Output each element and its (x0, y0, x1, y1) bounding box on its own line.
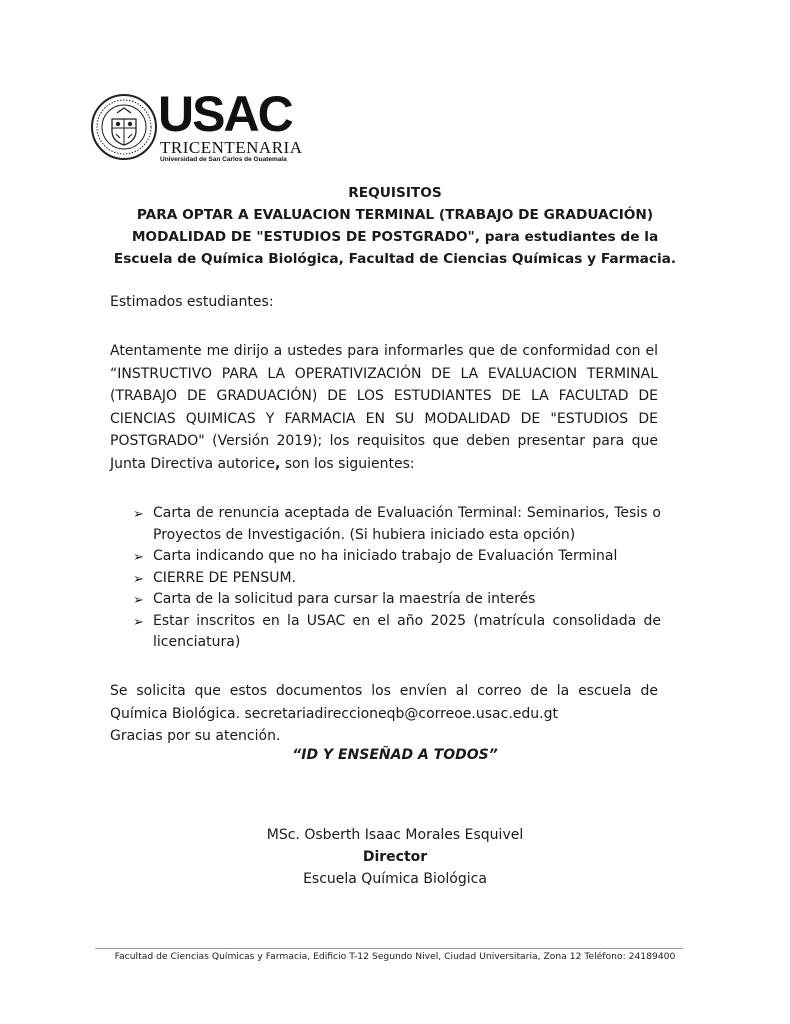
heading-line-4: Escuela de Química Biológica, Facultad de Ciencias Químicas y Farmacia. (113, 251, 677, 267)
university-seal-icon (90, 93, 158, 161)
heading-line-2: PARA OPTAR A EVALUACION TERMINAL (TRABAJO DE GRADUACIÓN) (136, 207, 654, 223)
document-heading (60, 182, 730, 270)
intro-text-end: son los siguientes: (280, 455, 415, 472)
list-item (133, 611, 661, 654)
closing-request: Se solicita que estos documentos los envíen al correo de la escuela de Química Biológica. secretariadireccioneqb@correoe.usac.edu.gt (110, 683, 658, 722)
usac-logo (90, 86, 303, 173)
motto: “ID Y ENSEÑAD A TODOS” (292, 747, 498, 763)
requirement-text: CIERRE DE PENSUM. (153, 569, 297, 586)
closing-paragraph (110, 680, 658, 748)
footer-address: Facultad de Ciencias Químicas y Farmacia, Edificio T-12 Segundo Nivel, Ciudad Universitaria, Zona 12 Teléfono: 24189400 (114, 951, 676, 962)
intro-bold-comma: , (274, 455, 281, 472)
requirement-text: Estar inscritos en la USAC en el año 2025 (matrícula consolidada de licenciatura) (153, 612, 661, 650)
list-item (133, 568, 661, 590)
list-item (133, 589, 661, 611)
arrow-bullet-icon: ➢ (133, 593, 144, 608)
intro-text: Atentamente me dirijo a ustedes para informarles que de conformidad con el “INSTRUCTIVO PARA LA OPERATIVIZACIÓN DE LA EVALUACION TERMINAL (TRABAJO DE GRADUACIÓN) DE LOS ESTUDIANTES DE LA FACULTAD DE CIENCIAS QUIMICAS Y FARMACIA EN SU MODALIDAD DE "ESTUDIOS DE POSTGRADO" (Versión 2019); los requisitos que deben presentar para que Junta Directiva autorice (110, 343, 658, 472)
arrow-bullet-icon: ➢ (133, 507, 144, 522)
closing-thanks: Gracias por su atención. (110, 728, 281, 744)
logo-university-name: Universidad de San Carlos de Guatemala (160, 156, 287, 163)
arrow-bullet-icon: ➢ (133, 550, 144, 565)
signatory-title: Director (362, 849, 428, 865)
signatory-school: Escuela Química Biológica (303, 871, 487, 887)
logo-subtitle: TRICENTENARIA (160, 138, 303, 157)
footer-divider (95, 948, 683, 949)
signatory-name: MSc. Osberth Isaac Morales Esquivel (266, 827, 524, 843)
requirements-list (133, 503, 661, 654)
intro-paragraph (110, 340, 658, 475)
greeting: Estimados estudiantes: (110, 294, 274, 310)
list-item (133, 546, 661, 568)
list-item (133, 503, 661, 546)
arrow-bullet-icon: ➢ (133, 614, 144, 630)
requirement-text: Carta de la solicitud para cursar la maestría de interés (153, 591, 536, 607)
requirement-text: Carta de renuncia aceptada de Evaluación Terminal: Seminarios, Tesis o Proyectos de Investigación. (Si hubiera iniciado esta opción) (153, 505, 661, 543)
heading-line-1: REQUISITOS (348, 185, 442, 201)
logo-usac-text: USAC (158, 86, 292, 142)
arrow-bullet-icon: ➢ (133, 571, 144, 587)
heading-line-3: MODALIDAD DE "ESTUDIOS DE POSTGRADO", para estudiantes de la (131, 229, 659, 245)
requirement-text: Carta indicando que no ha iniciado trabajo de Evaluación Terminal (153, 548, 618, 564)
